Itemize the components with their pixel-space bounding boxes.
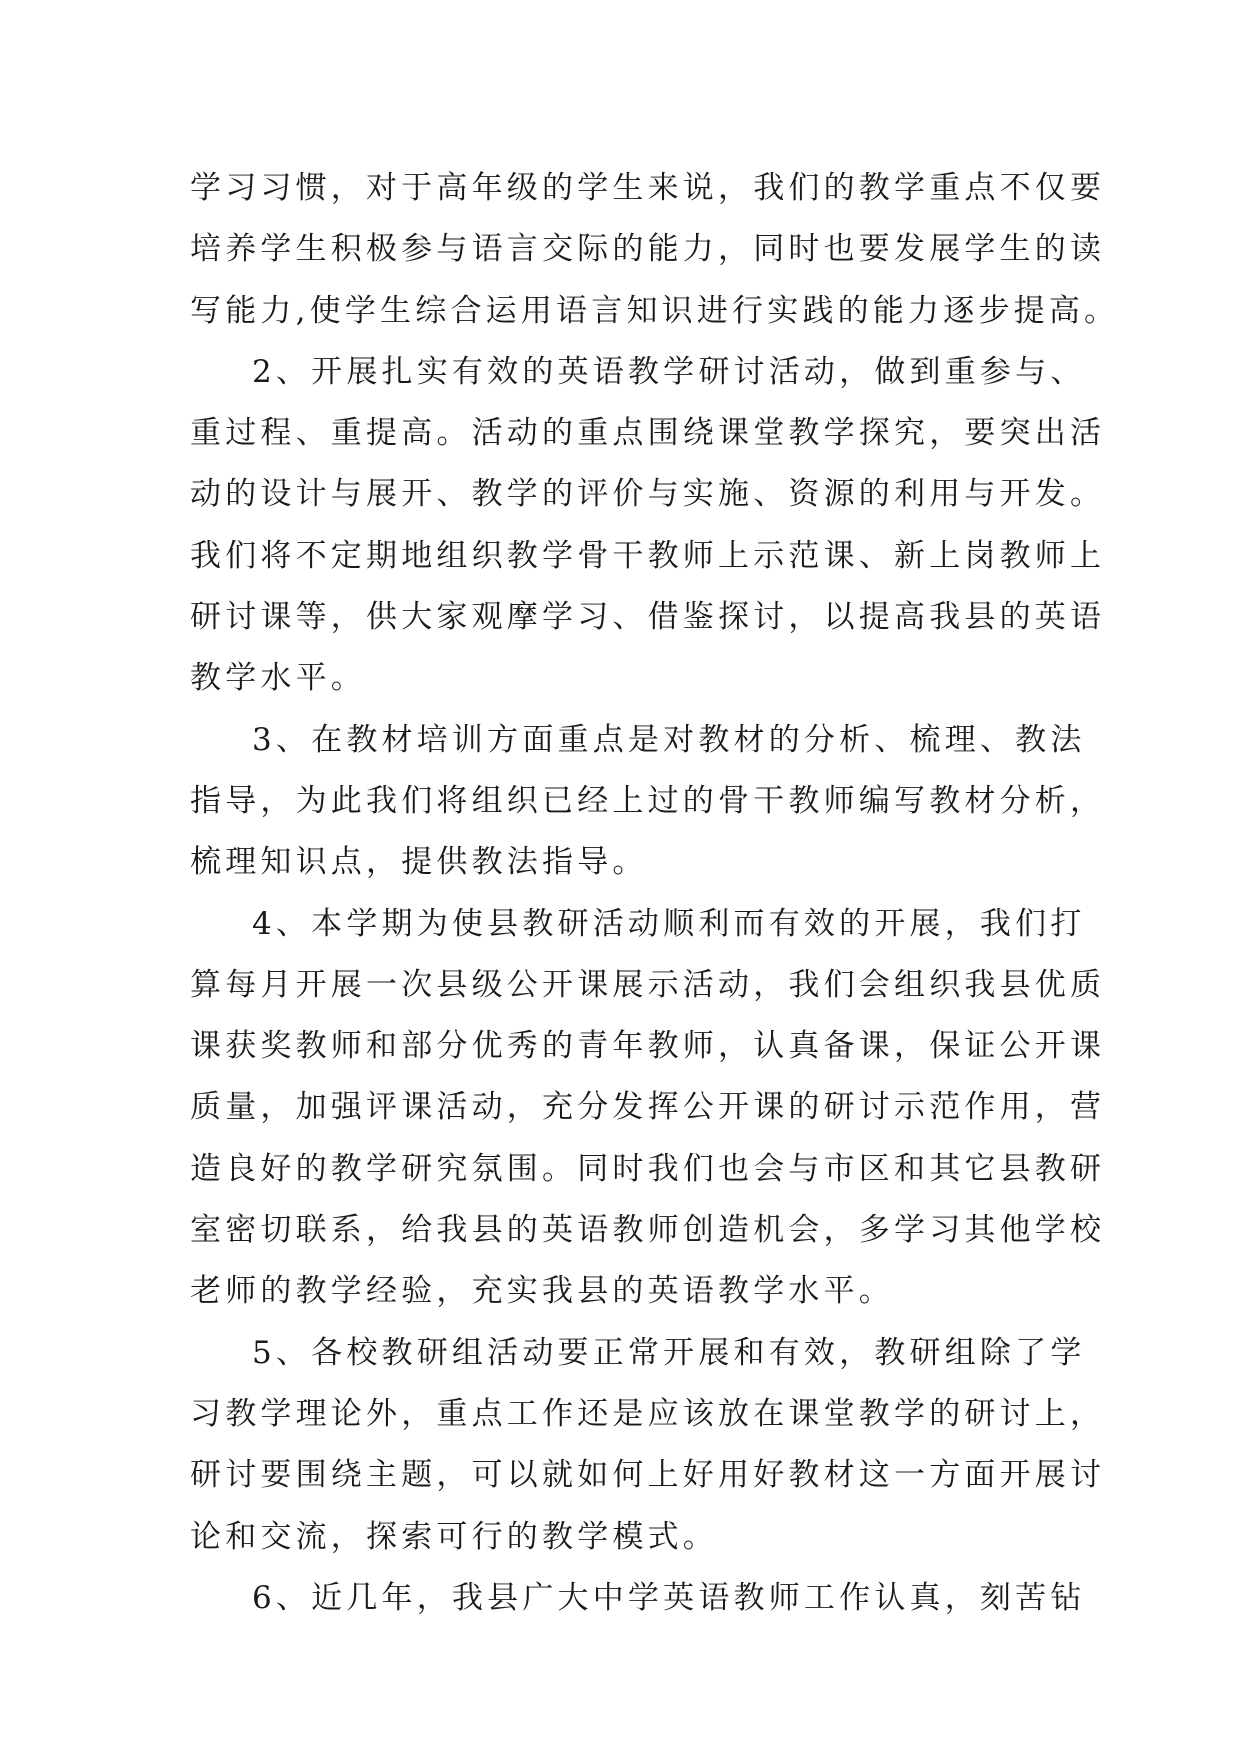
text-line: 老师的教学经验，充实我县的英语教学水平。 bbox=[190, 1273, 894, 1310]
text-line: 4、本学期为使县教研活动顺利而有效的开展，我们打 bbox=[252, 905, 1086, 942]
text-line: 梳理知识点，提供教法指导。 bbox=[190, 844, 648, 881]
text-line: 室密切联系，给我县的英语教师创造机会，多学习其他学校 bbox=[190, 1212, 1106, 1249]
text-line: 算每月开展一次县级公开课展示活动，我们会组织我县优质 bbox=[190, 966, 1106, 1003]
text-line: 论和交流，探索可行的教学模式。 bbox=[190, 1518, 718, 1555]
text-line: 指导，为此我们将组织已经上过的骨干教师编写教材分析， bbox=[190, 782, 1106, 819]
body-text bbox=[190, 158, 1120, 1629]
text-line: 造良好的教学研究氛围。同时我们也会与市区和其它县教研 bbox=[190, 1150, 1106, 1187]
text-line: 我们将不定期地组织教学骨干教师上示范课、新上岗教师上 bbox=[190, 537, 1106, 574]
text-line: 6、近几年，我县广大中学英语教师工作认真，刻苦钻 bbox=[252, 1579, 1086, 1616]
text-line: 培养学生积极参与语言交际的能力，同时也要发展学生的读 bbox=[190, 231, 1106, 268]
text-line: 研讨要围绕主题，可以就如何上好用好教材这一方面开展讨 bbox=[190, 1457, 1106, 1494]
text-line: 习教学理论外，重点工作还是应该放在课堂教学的研讨上， bbox=[190, 1395, 1106, 1432]
text-line: 学习习惯，对于高年级的学生来说，我们的教学重点不仅要 bbox=[190, 170, 1106, 206]
text-line: 重过程、重提高。活动的重点围绕课堂教学探究，要突出活 bbox=[190, 415, 1106, 452]
text-line: 3、在教材培训方面重点是对教材的分析、梳理、教法 bbox=[252, 721, 1086, 758]
text-line: 质量，加强评课活动，充分发挥公开课的研讨示范作用，营 bbox=[190, 1089, 1106, 1126]
text-line: 动的设计与展开、教学的评价与实施、资源的利用与开发。 bbox=[190, 476, 1106, 513]
text-line: 2、开展扎实有效的英语教学研讨活动，做到重参与、 bbox=[252, 353, 1086, 390]
text-line: 课获奖教师和部分优秀的青年教师，认真备课，保证公开课 bbox=[190, 1028, 1106, 1065]
text-line: 5、各校教研组活动要正常开展和有效，教研组除了学 bbox=[252, 1334, 1086, 1371]
text-line: 研讨课等，供大家观摩学习、借鉴探讨，以提高我县的英语 bbox=[190, 599, 1106, 636]
text-line: 写能力,使学生综合运用语言知识进行实践的能力逐步提高。 bbox=[190, 292, 1120, 329]
text-line: 教学水平。 bbox=[190, 660, 366, 697]
